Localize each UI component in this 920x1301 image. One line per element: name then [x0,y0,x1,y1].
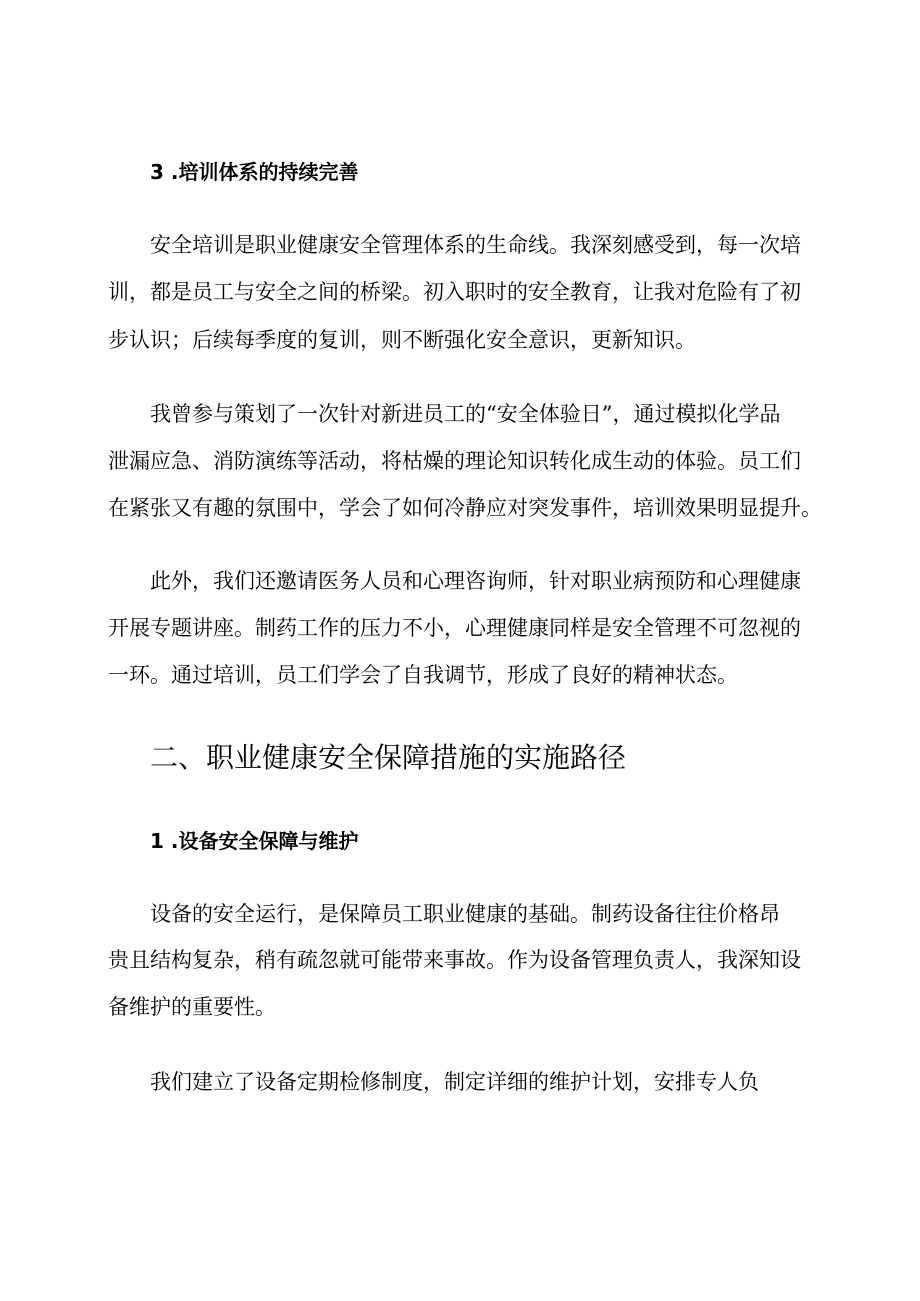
paragraph-line: 设备的安全运行，是保障员工职业健康的基础。制药设备往往价格昂 [150,902,780,926]
paragraph-line: 我曾参与策划了一次针对新进员工的“安全体验日”，通过模拟化学品 [150,402,781,426]
paragraph-line: 我们建立了设备定期检修制度，制定详细的维护计划，安排专人负 [150,1070,759,1094]
paragraph-line: 此外，我们还邀请医务人员和心理咨询师，针对职业病预防和心理健康 [150,569,801,593]
paragraph-line: 泄漏应急、消防演练等活动，将枯燥的理论知识转化成生动的体验。员工们 [108,449,801,473]
paragraph-line: 一环。通过培训，员工们学会了自我调节，形成了良好的精神状态。 [108,663,738,687]
paragraph-line: 在紧张又有趣的氛围中，学会了如何冷静应对突发事件，培训效果明显提升。 [108,496,822,520]
paragraph-line: 开展专题讲座。制药工作的压力不小，心理健康同样是安全管理不可忽视的 [108,616,801,640]
paragraph-line: 备维护的重要性。 [108,995,276,1019]
section-3-title: 3 .培训体系的持续完善 [150,160,359,184]
section-two-heading: 二、职业健康安全保障措施的实施路径 [150,741,627,774]
paragraph-line: 贵且结构复杂，稍有疏忽就可能带来事故。作为设备管理负责人，我深知设 [108,948,801,972]
section-1-title: 1 .设备安全保障与维护 [150,829,359,853]
paragraph-line: 训，都是员工与安全之间的桥梁。初入职时的安全教育，让我对危险有了初 [108,280,801,304]
paragraph-line: 安全培训是职业健康安全管理体系的生命线。我深刻感受到，每一次培 [150,233,801,257]
paragraph-line: 步认识；后续每季度的复训，则不断强化安全意识，更新知识。 [108,328,696,352]
